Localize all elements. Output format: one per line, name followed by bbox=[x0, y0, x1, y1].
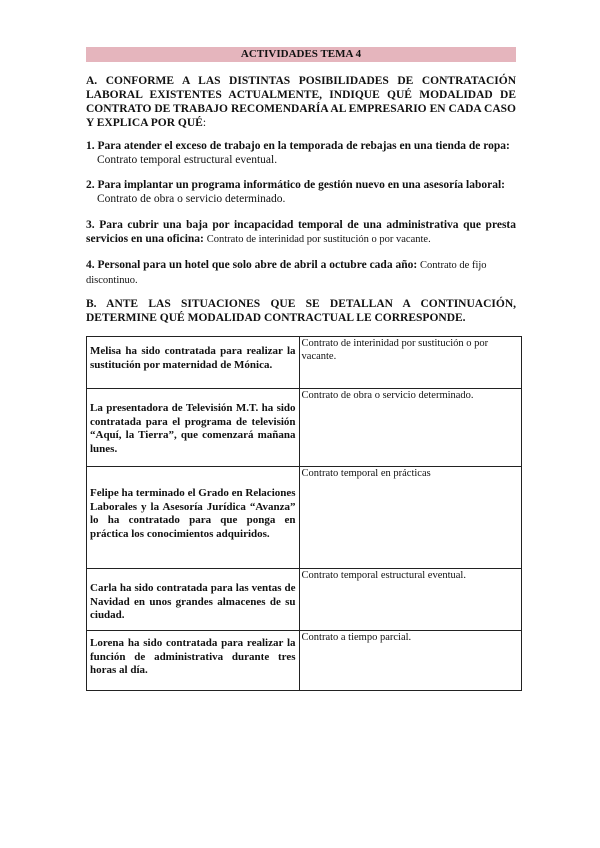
table-row bbox=[87, 337, 522, 389]
question-answer: Contrato de obra o servicio determinado. bbox=[97, 193, 286, 205]
question-text: Para cubrir una baja por incapacidad temporal de una administrativa que presta servicios en una oficina: bbox=[86, 219, 516, 245]
case-text: La presentadora de Televisión M.T. ha sido contratada para el programa de televisión “Aquí, la Tierra”, que comenzará mañana lunes. bbox=[90, 402, 296, 455]
question-answer: Contrato temporal estructural eventual. bbox=[97, 154, 278, 166]
answer-cell bbox=[299, 631, 521, 691]
section-a-heading-suffix: : bbox=[202, 117, 207, 129]
question-text: Personal para un hotel que solo abre de abril a octubre cada año: bbox=[97, 259, 418, 271]
section-b-heading: B. ANTE LAS SITUACIONES QUE SE DETALLAN A CONTINUACIÓN, DETERMINE QUÉ MODALIDAD CONTRACTUAL LE CORRESPONDE. bbox=[86, 298, 516, 324]
question-number: 1. bbox=[86, 140, 95, 152]
case-cell bbox=[87, 337, 300, 389]
table-row bbox=[87, 467, 522, 569]
question-number: 4. bbox=[86, 259, 95, 271]
table-row bbox=[87, 631, 522, 691]
question-text: Para implantar un programa informático de gestión nuevo en una asesoría laboral: bbox=[97, 179, 506, 191]
question-number: 3. bbox=[86, 219, 95, 231]
case-answer: Contrato temporal en prácticas bbox=[301, 468, 431, 479]
case-answer: Contrato a tiempo parcial. bbox=[301, 632, 412, 643]
case-text: Carla ha sido contratada para las ventas de Navidad en unos grandes almacenes de su ciudad. bbox=[90, 582, 296, 621]
question-text: Para atender el exceso de trabajo en la temporada de rebajas en una tienda de ropa: bbox=[97, 140, 510, 152]
case-text: Felipe ha terminado el Grado en Relaciones Laborales y la Asesoría Jurídica “Avanza” lo ha contratado para que ponga en práctica los conocimientos adquiridos. bbox=[90, 487, 296, 540]
section-a-heading-text: A. CONFORME A LAS DISTINTAS POSIBILIDADES DE CONTRATACIÓN LABORAL EXISTENTES ACTUALMENTE, INDIQUE QUÉ MODALIDAD DE CONTRATO DE TRABAJO RECOMENDARÍA AL EMPRESARIO EN CADA CASO Y EXPLICA POR QUÉ bbox=[86, 75, 516, 129]
situations-table bbox=[86, 336, 522, 691]
question-4 bbox=[86, 258, 516, 288]
answer-cell bbox=[299, 467, 521, 569]
case-cell bbox=[87, 389, 300, 467]
case-cell bbox=[87, 467, 300, 569]
case-cell bbox=[87, 631, 300, 691]
question-number: 2. bbox=[86, 179, 95, 191]
table-row bbox=[87, 569, 522, 631]
case-text: Lorena ha sido contratada para realizar la función de administrativa durante tres horas al día. bbox=[90, 637, 296, 676]
section-a-heading bbox=[86, 74, 516, 130]
question-answer: Contrato de interinidad por sustitución o por vacante. bbox=[206, 234, 431, 245]
table-row bbox=[87, 389, 522, 467]
question-3 bbox=[86, 218, 516, 247]
question-answer: Contrato de fijo discontinuo. bbox=[86, 260, 487, 286]
case-answer: Contrato de interinidad por sustitución o por vacante. bbox=[301, 338, 489, 362]
case-answer: Contrato temporal estructural eventual. bbox=[301, 570, 466, 581]
answer-cell bbox=[299, 569, 521, 631]
answer-cell bbox=[299, 389, 521, 467]
case-cell bbox=[87, 569, 300, 631]
case-answer: Contrato de obra o servicio determinado. bbox=[301, 390, 474, 401]
question-2 bbox=[86, 178, 516, 206]
page-title: ACTIVIDADES TEMA 4 bbox=[86, 47, 516, 62]
question-1 bbox=[86, 139, 516, 167]
case-text: Melisa ha sido contratada para realizar la sustitución por maternidad de Mónica. bbox=[90, 345, 296, 371]
answer-cell bbox=[299, 337, 521, 389]
